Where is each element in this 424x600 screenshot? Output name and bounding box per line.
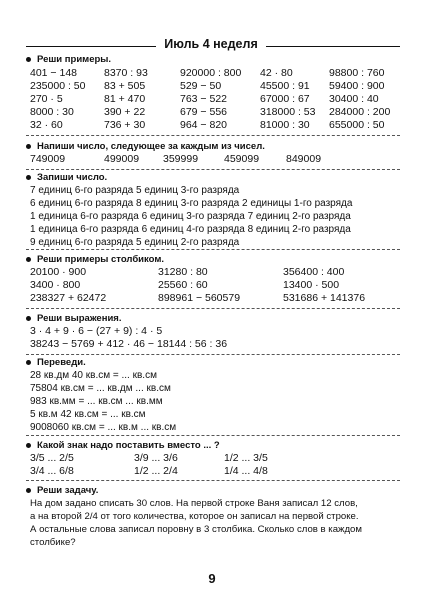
exercise-item: 679 − 556 [180,106,228,118]
section-divider [26,435,400,436]
bullet-icon [26,257,31,262]
comparison-item: 1/2 ... 2/4 [134,465,178,477]
bullet-icon [26,488,31,493]
exercise-item: 59400 : 900 [329,80,385,92]
number-description: 6 единиц 6-го разряда 8 единиц 3-го разряда 2 единицы 1-го разряда [30,198,353,209]
exercise-column [30,266,106,305]
exercise-item: 736 + 30 [104,119,146,131]
section-heading [26,172,107,183]
number-item: 749009 [30,153,66,165]
problem-line: столбике? [30,537,76,548]
comparison-item: 3/4 ... 6/8 [30,465,74,477]
exercise-item: 763 − 522 [180,93,228,105]
comparison-item: 1/2 ... 3/5 [224,452,268,464]
number-description: 1 единица 6-го разряда 6 единиц 4-го разряда 8 единиц 2-го разряда [30,224,351,235]
exercise-item: 8000 : 30 [30,106,74,118]
exercise-column [30,67,85,132]
conversion-item: 75804 кв.см = ... кв.дм ... кв.см [30,383,171,394]
conversion-item: 983 кв.мм = ... кв.см ... кв.мм [30,396,163,407]
exercise-item: 356400 : 400 [283,266,345,278]
comparison-column [134,452,178,478]
conversion-item: 5 кв.м 42 кв.см = ... кв.см [30,409,146,420]
comparison-column [224,452,268,478]
section-heading [26,357,86,368]
problem-line: а на второй 2/4 от того количества, которое он записал на первой строке. [30,511,359,522]
expression-list [30,325,227,351]
comparison-item: 3/5 ... 2/5 [30,452,74,464]
section-heading-text: Реши выражения. [37,313,122,324]
section-heading-text: Какой знак надо поставить вместо ... ? [37,440,220,451]
section-heading-text: Реши задачу. [37,485,99,496]
expression-item: 38243 − 5769 + 412 · 46 − 18144 : 56 : 36 [30,338,228,350]
exercise-column [329,67,390,132]
bullet-icon [26,175,31,180]
exercise-column [283,266,365,305]
section-heading [26,313,121,324]
exercise-column [180,67,241,132]
section-divider [26,308,400,309]
conversion-list [30,369,176,434]
exercise-item: 25560 : 60 [158,279,208,291]
page-number: 9 [208,571,216,586]
section-divider [26,480,400,481]
conversion-item: 9008060 кв.см = ... кв.м ... кв.см [30,422,177,433]
exercise-item: 83 + 505 [104,80,146,92]
comparison-column [30,452,74,478]
header-rule-right [266,46,400,47]
exercise-item: 401 − 148 [30,67,78,79]
exercise-item: 655000 : 50 [329,119,385,131]
exercise-item: 390 + 22 [104,106,146,118]
exercise-item: 284000 : 200 [329,106,391,118]
section-divider [26,249,400,250]
exercise-item: 31280 : 80 [158,266,208,278]
section-heading-text: Реши примеры столбиком. [37,254,164,265]
exercise-item: 67000 : 67 [260,93,310,105]
exercise-item: 964 − 820 [180,119,228,131]
exercise-item: 920000 : 800 [180,67,242,79]
exercise-item: 32 · 60 [30,119,63,131]
comparison-item: 1/4 ... 4/8 [224,465,268,477]
exercise-item: 42 · 80 [260,67,293,79]
exercise-item: 98800 : 760 [329,67,385,79]
bullet-icon [26,360,31,365]
number-description-list [30,184,352,249]
section-heading [26,141,265,152]
bullet-icon [26,144,31,149]
exercise-item: 270 · 5 [30,93,63,105]
section-heading [26,254,164,265]
number-description: 7 единиц 6-го разряда 5 единиц 3-го разряда [30,185,240,196]
number-description: 9 единиц 6-го разряда 5 единиц 2-го разряда [30,237,240,248]
exercise-item: 235000 : 50 [30,80,86,92]
section-divider [26,354,400,355]
exercise-column [104,67,148,132]
exercise-column [260,67,315,132]
number-item: 499009 [104,153,140,165]
section-divider [26,135,400,136]
problem-line: На дом задано списать 30 слов. На первой строке Ваня записал 12 слов, [30,498,358,509]
bullet-icon [26,443,31,448]
header-rule-left [26,46,156,47]
word-problem [30,497,362,549]
expression-item: 3 · 4 + 9 · 6 − (27 + 9) : 4 · 5 [30,325,163,337]
number-description: 1 единица 6-го разряда 6 единиц 3-го разряда 7 единиц 2-го разряда [30,211,351,222]
section-divider [26,169,400,170]
exercise-item: 8370 : 93 [104,67,148,79]
section-heading-text: Реши примеры. [37,54,112,65]
section-heading [26,485,98,496]
exercise-item: 45500 : 91 [260,80,310,92]
page-title: Июль 4 неделя [161,37,261,51]
section-heading-text: Запиши число. [37,172,108,183]
section-heading-text: Переведи. [37,357,86,368]
exercise-item: 81000 : 30 [260,119,310,131]
exercise-item: 898961 − 560579 [158,292,241,304]
number-item: 459099 [224,153,260,165]
exercise-item: 3400 · 800 [30,279,81,291]
exercise-item: 529 − 50 [180,80,222,92]
exercise-item: 238327 + 62472 [30,292,107,304]
problem-line: А остальные слова записал поровну в 3 столбика. Сколько слов в каждом [30,524,362,535]
exercise-item: 81 + 470 [104,93,146,105]
exercise-item: 531686 + 141376 [283,292,366,304]
number-item: 359999 [163,153,199,165]
conversion-item: 28 кв.дм 40 кв.см = ... кв.см [30,370,157,381]
exercise-column [158,266,240,305]
exercise-item: 318000 : 53 [260,106,316,118]
bullet-icon [26,316,31,321]
bullet-icon [26,57,31,62]
section-heading [26,440,220,451]
comparison-item: 3/9 ... 3/6 [134,452,178,464]
number-item: 849009 [286,153,322,165]
section-heading-text: Напиши число, следующее за каждым из чисел. [37,141,265,152]
exercise-item: 30400 : 40 [329,93,379,105]
exercise-item: 20100 · 900 [30,266,87,278]
section-heading [26,54,111,65]
exercise-item: 13400 · 500 [283,279,340,291]
